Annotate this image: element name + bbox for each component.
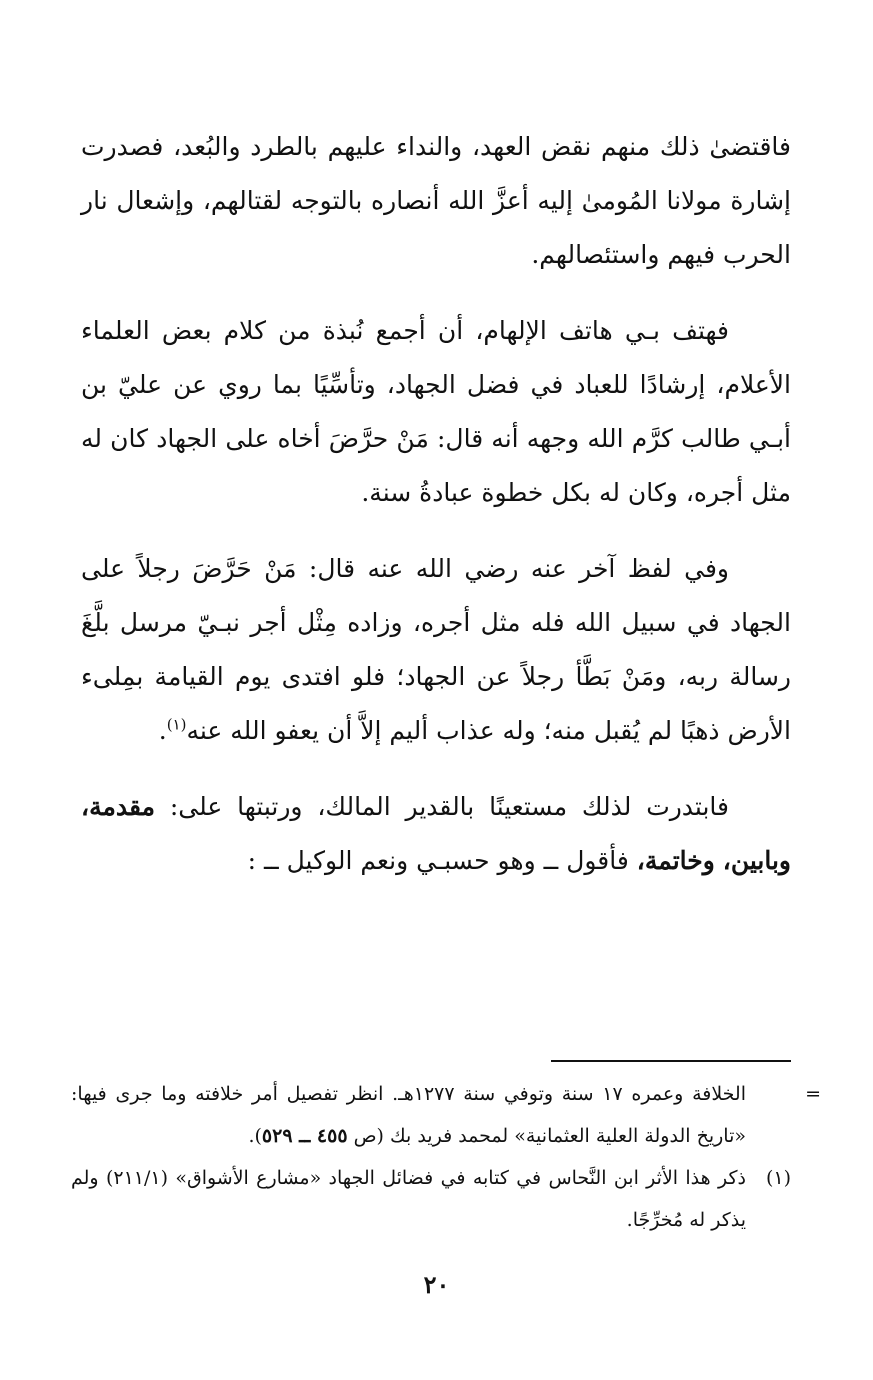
section-introduction: مقدمة، (81, 792, 156, 821)
footnote-1 (71, 1157, 791, 1241)
page-number: ٢٠ (423, 1270, 450, 1299)
paragraph-3-text: وفي لفظ آخر عنه رضي الله عنه قال: مَنْ حَرَّضَ رجلاً على الجهاد في سبيل الله فله مثل أجره، وزاده مِثْل أجر نبـيّ مرسل بلَّغَ رسالة ربه، ومَنْ بَطَّأ رجلاً عن الجهاد؛ فلو افتدى يوم القيامة بمِلىء الأرض ذهبًا لم يُقبل منه؛ وله عذاب أليم إلاَّ أن يعفو الله عنه (81, 554, 791, 745)
footnote-page-range: ٤٥٥ ــ ٥٢٩ (261, 1125, 348, 1147)
footnote-continuation-text: الخلافة وعمره ١٧ سنة وتوفي سنة ١٢٧٧هـ. انظر تفصيل أمر خلافته وما جرى فيها: «تاريخ الدولة العلية العثمانية» لمحمد فريد بك (ص (71, 1083, 747, 1147)
section-two-chapters: وبابين، (722, 846, 791, 875)
footnote-continuation-end: ). (248, 1125, 262, 1147)
paragraph-1 (81, 120, 791, 282)
footnotes (71, 1073, 821, 1241)
paragraph-3 (81, 542, 791, 758)
paragraph-1-text: فاقتضىٰ ذلك منهم نقض العهد، والنداء عليهم بالطرد والبُعد، فصدرت إشارة مولانا المُومىٰ إليه أعزَّ الله أنصاره بالتوجه لقتالهم، وإشعال نار الحرب فيهم واستئصالهم. (81, 132, 791, 269)
paragraph-2 (81, 304, 791, 520)
footnote-continuation (71, 1073, 821, 1157)
footnote-1-text: ذكر هذا الأثر ابن النَّحاس في كتابه في فضائل الجهاد «مشارع الأشواق» (٢١١/١) ولم يذكر له مُخرِّجًا. (71, 1167, 746, 1231)
section-conclusion: وخاتمة، (636, 846, 715, 875)
paragraph-4 (81, 780, 791, 888)
paragraph-4-end: فأقول ــ وهو حسبـي ونعم الوكيل ــ : (247, 846, 637, 875)
main-text (81, 120, 791, 910)
footnote-continuation-marker: = (805, 1083, 821, 1105)
footnote-1-marker: (١) (765, 1167, 791, 1189)
paragraph-4-text: فابتدرت لذلك مستعينًا بالقدير المالك، ورتبتها على: (155, 792, 729, 821)
paragraph-3-end: . (158, 716, 167, 745)
paragraph-2-text: فهتف بـي هاتف الإلهام، أن أجمع نُبذة من كلام بعض العلماء الأعلام، إرشادًا للعباد في فضل الجهاد، وتأسِّيًا بما روي عن عليّ بن أبـي طالب كرَّم الله وجهه أنه قال: مَنْ حرَّضَ أخاه على الجهاد كان له مثل أجره، وكان له بكل خطوة عبادةُ سنة. (81, 316, 791, 507)
footnote-reference[interactable]: (١) (166, 715, 187, 734)
footnote-separator (551, 1060, 791, 1062)
